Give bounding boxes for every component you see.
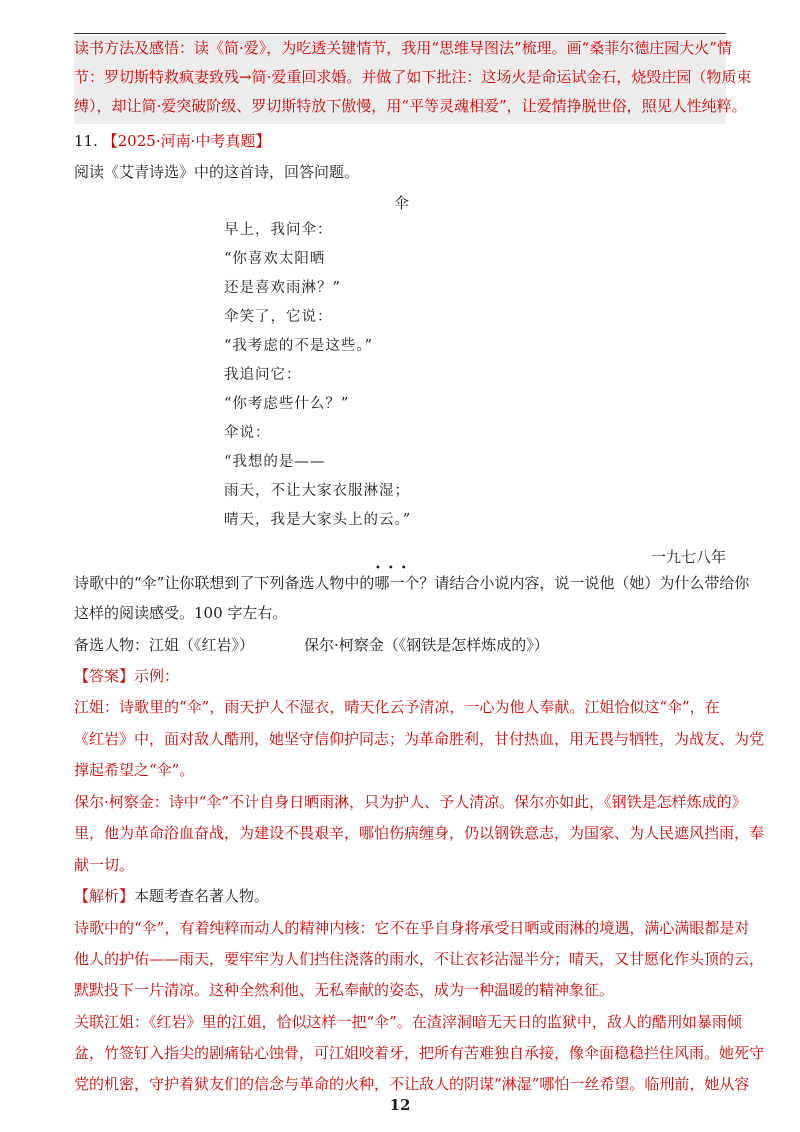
question-number: 11.: [74, 132, 98, 150]
poem-line: “我想的是——: [224, 454, 326, 470]
candidate-two: 保尔·柯察金（《钢铁是怎样炼成的》）: [304, 636, 549, 654]
poem-line: 我追问它：: [224, 367, 302, 383]
prompt-line: 诗歌中的“伞”让你联想到了下列备选人物中的哪一个？请结合小说内容，说一说他（她）为什么带给你: [74, 574, 750, 592]
analysis-line: 关联江姐：《红岩》里的江姐，恰似这样一把“伞”。在渣滓洞暗无天日的监狱中，敌人的酷刑如暴雨倾: [74, 1013, 742, 1031]
question-intro: 阅读《艾青诗选》中的这首诗，回答问题。: [74, 163, 360, 181]
question-header: [74, 131, 270, 151]
answer-line: 撑起希望之“伞”。: [74, 761, 195, 779]
answer-line: 《红岩》中，面对敌人酷刑，她坚守信仰护同志；为革命胜利，甘付热血，用无畏与牺牲，为战友、为党: [74, 730, 765, 748]
answer-line: 江姐：诗歌里的“伞”，雨天护人不湿衣，晴天化云予清凉，一心为他人奉献。江姐恰似这“伞”，在: [74, 698, 720, 716]
question-source: 【2025·河南·中考真题】: [102, 132, 271, 150]
page-number: 12: [389, 1096, 411, 1114]
poem-line: “我考虑的不是这些。”: [224, 338, 374, 354]
poem-line: 还是喜欢雨淋？”: [224, 280, 341, 296]
reading-line: 节：罗切斯特救疯妻致残→简·爱重回求婚。并做了如下批注：这场火是命运试金石，烧毁庄园（物质束: [74, 68, 752, 86]
poem-line: 伞笑了，它说：: [224, 309, 333, 325]
emphasis-dots: •••: [375, 563, 414, 574]
analysis-line: 诗歌中的“伞”，有着纯粹而动人的精神内核：它不在乎自身将承受日晒或雨淋的境遇，满心满眼都是对: [74, 919, 750, 937]
analysis-line: 盆，竹签钉入指尖的剧痛钻心蚀骨，可江姐咬着牙，把所有苦难独自承接，像伞面稳稳拦住风雨。她死守: [74, 1044, 765, 1062]
prompt-line: 这样的阅读感受。100 字左右。: [74, 604, 288, 622]
poem-line: “你喜欢太阳晒: [224, 251, 326, 267]
poem-title: 伞: [394, 194, 410, 212]
analysis-header: [74, 886, 269, 906]
poem-line: 伞说：: [224, 425, 271, 441]
reading-line: 缚），却让简·爱突破阶级、罗切斯特放下傲慢，用“平等灵魂相爱”，让爱情挣脱世俗，照见人性纯粹。: [74, 97, 747, 115]
analysis-line: 默默投下一片清凉。这种全然利他、无私奉献的姿态，成为一种温暖的精神象征。: [74, 981, 615, 999]
answer-line: 里，他为革命浴血奋战，为建设不畏艰辛，哪怕伤病缠身，仍以钢铁意志，为国家、为人民遮风挡雨，奉: [74, 824, 765, 842]
poem-date: 一九七八年: [650, 548, 726, 566]
reading-line: 读书方法及感悟：读《简·爱》，为吃透关键情节，我用“思维导图法”梳理。画“桑菲尔德庄园大火”情: [74, 39, 732, 57]
candidate-one: 备选人物：江姐（《红岩》）: [74, 636, 255, 654]
analysis-line: 党的机密，守护着狱友们的信念与革命的火种，不让敌人的阴谋“淋湿”哪怕一丝希望。临刑前，她从容: [74, 1075, 750, 1093]
answer-example: 示例：: [134, 667, 180, 685]
analysis-line: 他人的护佑——雨天，要牢牢为人们挡住浇落的雨水，不让衣衫沾湿半分；晴天，又甘愿化作头顶的云，: [74, 950, 765, 968]
answer-line: 献一切。: [74, 856, 135, 874]
top-rule: [74, 33, 726, 34]
poem-line: 雨天，不让大家衣服淋湿；: [224, 483, 410, 499]
poem-line: 晴天，我是大家头上的云。”: [224, 512, 412, 528]
candidates-row: [74, 635, 549, 655]
answer-line: 保尔·柯察金：诗中“伞”不计自身日晒雨淋，只为护人、予人清凉。保尔亦如此，《钢铁是怎样炼成的》: [74, 793, 747, 811]
poem-line: 早上，我问伞：: [224, 222, 333, 238]
answer-label: 【答案】: [74, 667, 135, 685]
poem-line: “你考虑些什么？”: [224, 396, 350, 412]
analysis-intro: 本题考查名著人物。: [134, 887, 270, 905]
analysis-label: 【解析】: [74, 887, 135, 905]
answer-header: [74, 666, 179, 686]
